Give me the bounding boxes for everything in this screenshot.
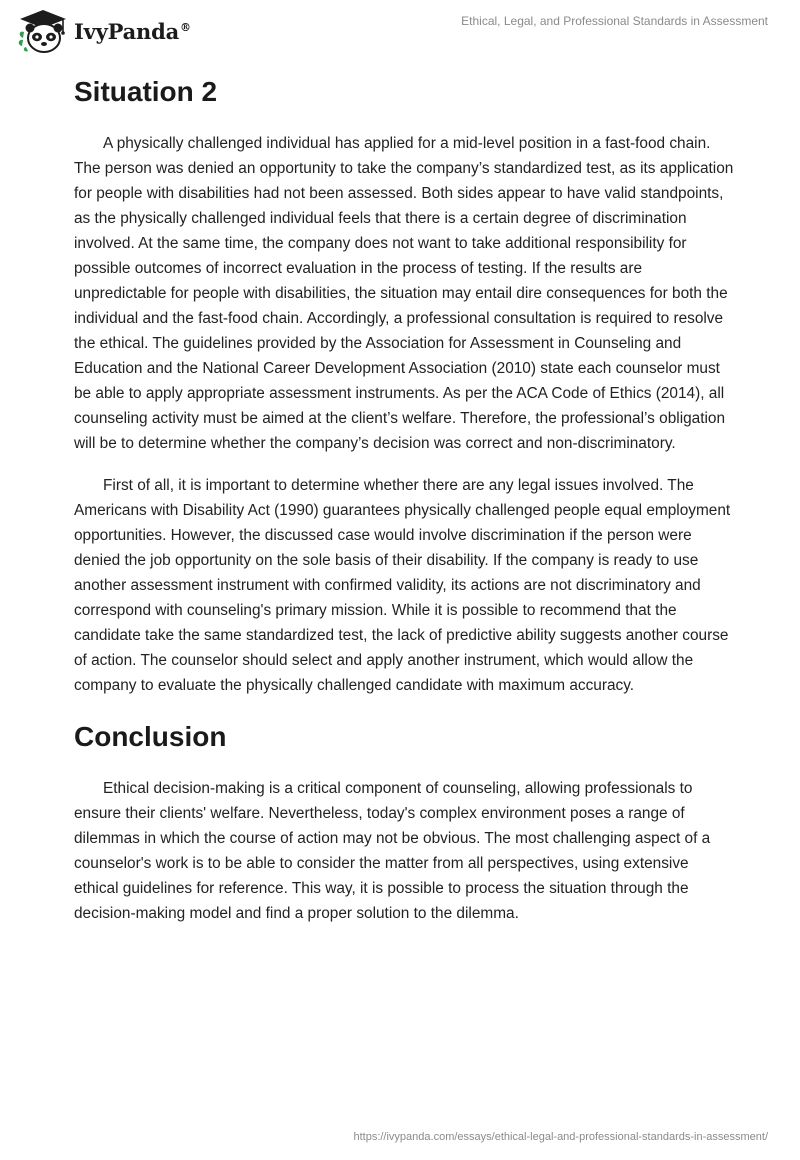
paragraph: First of all, it is important to determine whether there are any legal issues involved. The Americans with Disability Act (1990) guarantees physically challenged people equal employment opportunities. However, the discussed case would involve discrimination if the person were denied the job opportunity on the sole basis of their disability. If the company is ready to use another assessment instrument with confirmed validity, its actions are not discriminatory and correspond with counseling's primary mission. While it is possible to recommend that the candidate take the same standardized test, the lack of predictive ability suggests another course of action. The counselor should select and apply another instrument, which would allow the company to evaluate the physically challenged candidate with maximum accuracy. [74,477,731,694]
logo-text: IvyPanda® [74,18,191,44]
document-title: Ethical, Legal, and Professional Standards in Assessment [461,14,768,28]
ivypanda-logo[interactable] [16,8,191,54]
paragraph: Ethical decision-making is a critical component of counseling, allowing professionals to ensure their clients' welfare. Nevertheless, today's complex environment poses a range of dilemmas in which the course of action may not be obvious. The most challenging aspect of a counselor's work is to be able to consider the matter from all perspectives, using extensive ethical guidelines for reference. This way, it is possible to process the situation through the decision-making model and find a proper solution to the dilemma. [74,780,711,922]
panda-graduate-icon [16,8,70,54]
section-heading-situation-2: Situation 2 [74,76,218,107]
paragraph: A physically challenged individual has applied for a mid-level position in a fast-food chain. The person was denied an opportunity to take the company’s standardized test, as its application for people with disabilities had not been assessed. Both sides appear to have valid standpoints, as the physically challenged individual feels that there is a certain degree of discrimination involved. At the same time, the company does not want to take additional responsibility for possible outcomes of incorrect evaluation in the process of testing. If the results are unpredictable for people with disabilities, the situation may entail dire consequences for both the individual and the fast-food chain. Accordingly, a professional consultation is required to resolve the ethical. The guidelines provided by the Association for Assessment in Counseling and Education and the National Career Development Association (2010) state each counselor must be able to apply appropriate assessment instruments. As per the ACA Code of Ethics (2014), all counseling activity must be aimed at the client’s welfare. Therefore, the professional’s obligation will be to determine whether the company’s decision was correct and non-discriminatory. [74,135,734,452]
source-url[interactable]: https://ivypanda.com/essays/ethical-legal-and-professional-standards-in-assessment/ [353,1131,768,1143]
page-header [0,0,800,62]
essay-content [74,72,734,943]
section-heading-conclusion: Conclusion [74,721,227,752]
